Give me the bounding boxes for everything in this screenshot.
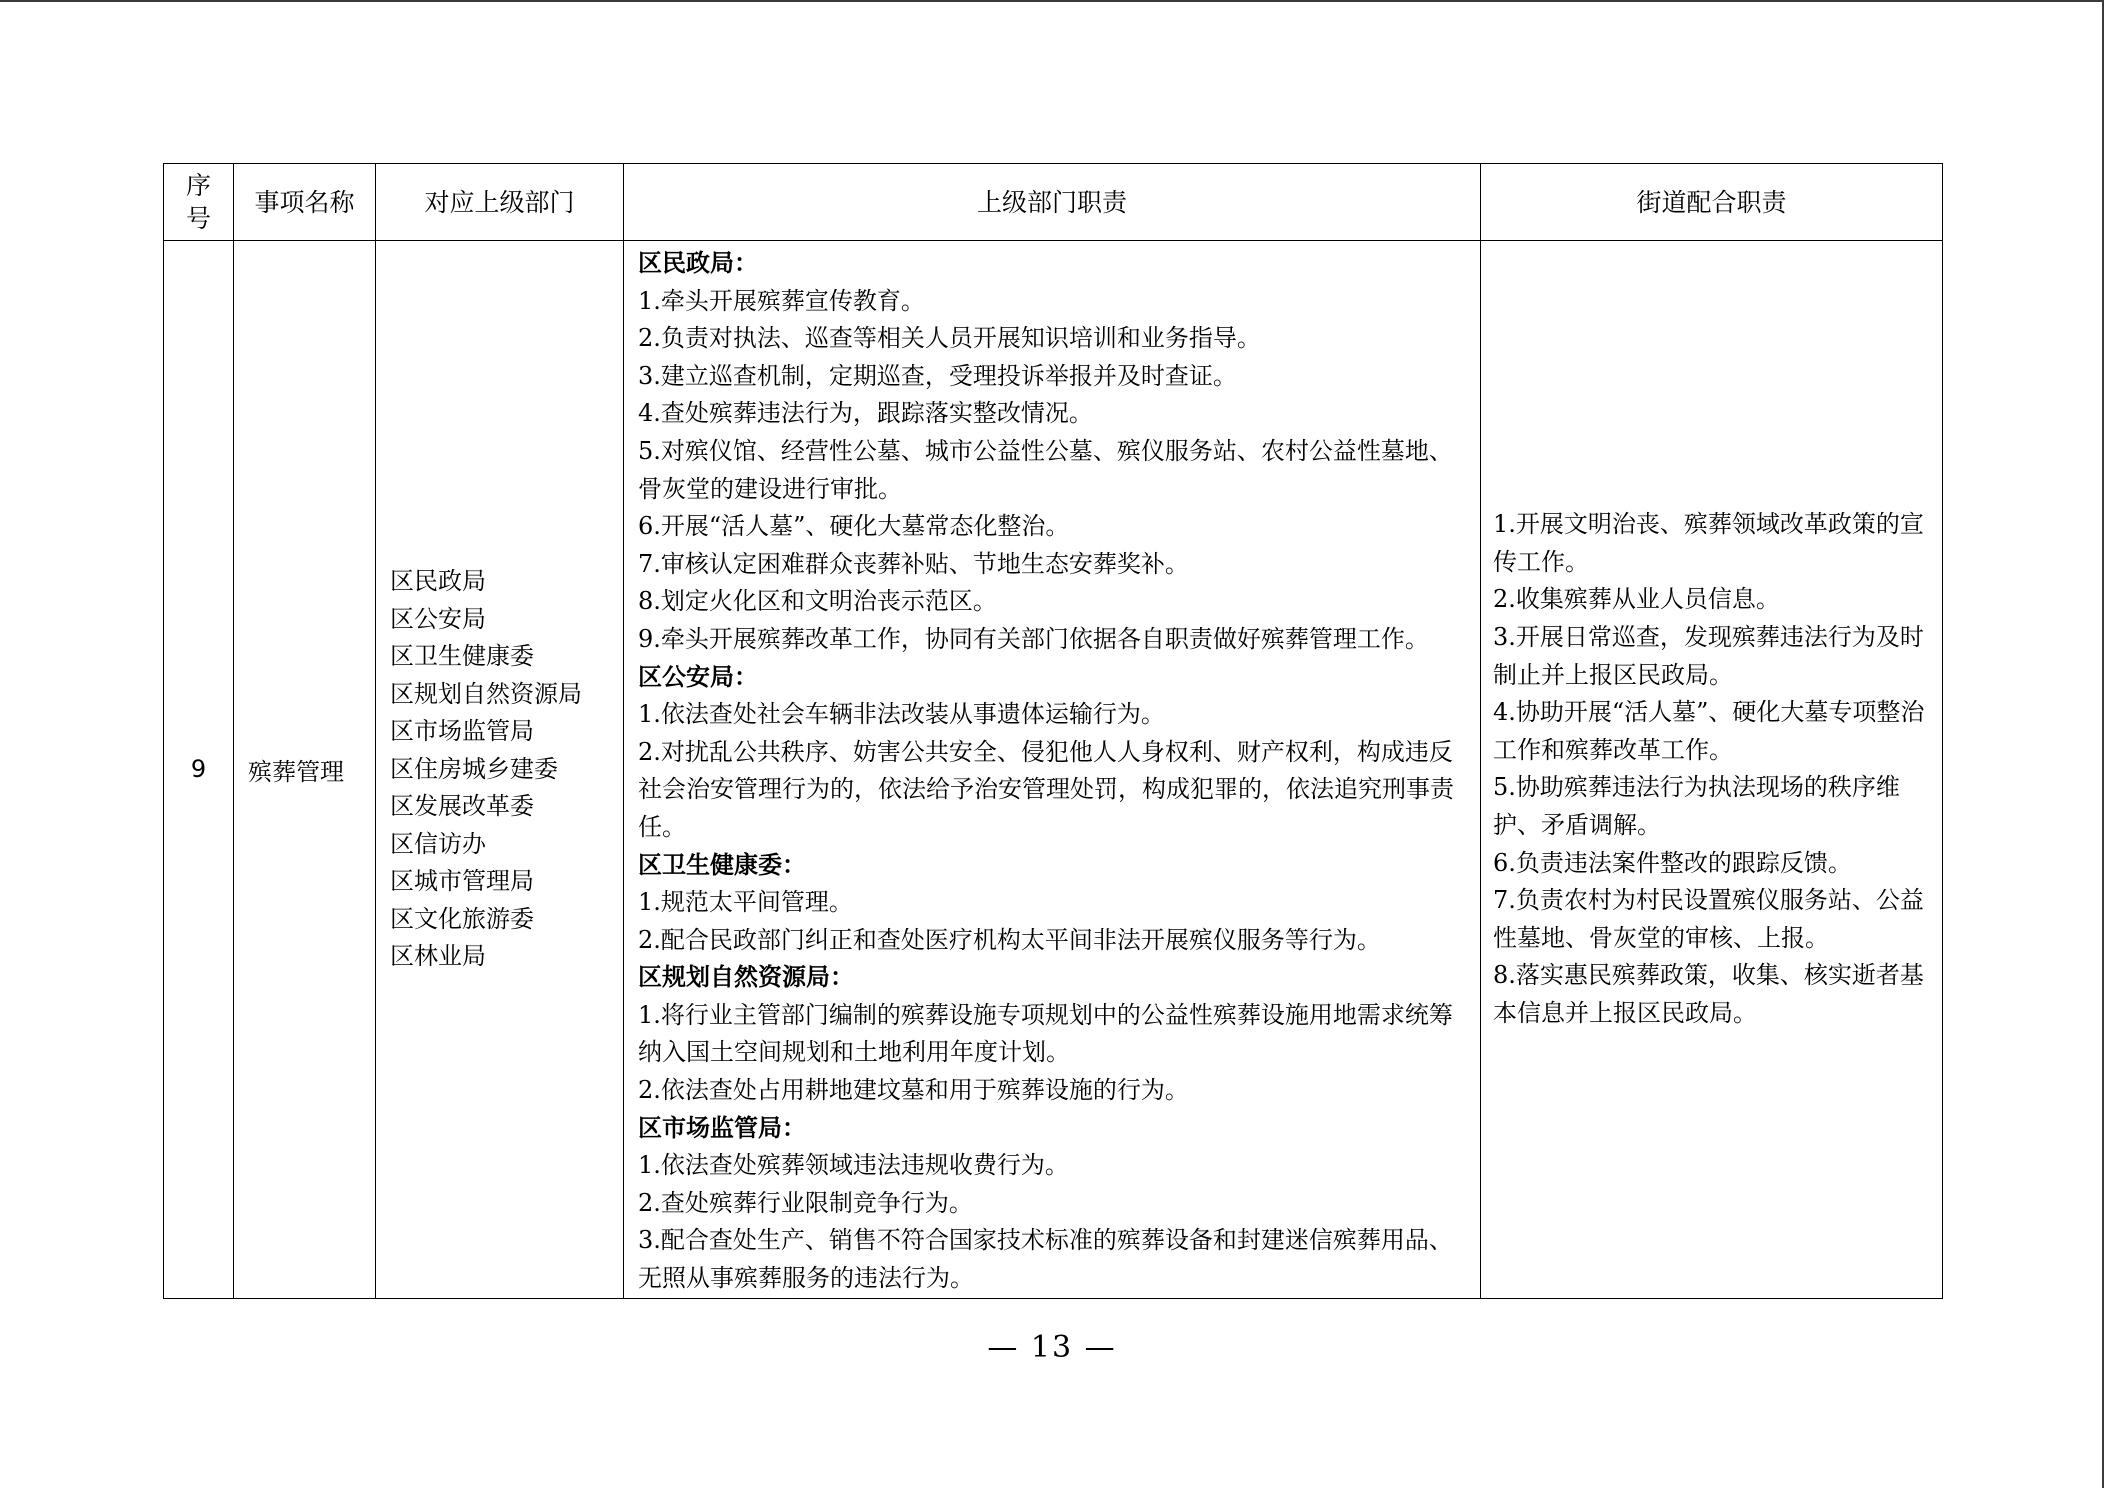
header-item-name: 事项名称 [234, 164, 376, 241]
duty-item: 3.配合查处生产、销售不符合国家技术标准的殡葬设备和封建迷信殡葬用品、无照从事殡葬服务的违法行为。 [638, 1226, 1453, 1293]
department-item: 区城市管理局 [390, 867, 534, 896]
department-item: 区林业局 [390, 942, 486, 971]
row-item-name: 殡葬管理 [234, 241, 376, 1299]
department-item: 区信访办 [390, 829, 486, 858]
department-item: 区发展改革委 [390, 792, 534, 821]
row-serial-number: 9 [164, 241, 234, 1299]
duty-item: 1.依法查处殡葬领域违法违规收费行为。 [638, 1151, 1069, 1180]
duty-item: 1.规范太平间管理。 [638, 888, 853, 917]
header-serial-number-line: 序 [185, 171, 211, 200]
duty-item: 7.审核认定困难群众丧葬补贴、节地生态安葬奖补。 [638, 549, 1189, 578]
street-duties-cell [1481, 241, 1943, 1299]
street-duty-item: 7.负责农村为村民设置殡仪服务站、公益性墓地、骨灰堂的审核、上报。 [1493, 886, 1924, 952]
duty-item: 4.查处殡葬违法行为，跟踪落实整改情况。 [638, 399, 1093, 428]
department-item: 区公安局 [390, 604, 486, 633]
header-superior-duties: 上级部门职责 [624, 164, 1481, 241]
department-item: 区卫生健康委 [390, 642, 534, 671]
duty-item: 5.对殡仪馆、经营性公墓、城市公益性公墓、殡仪服务站、农村公益性墓地、骨灰堂的建设进行审批。 [638, 436, 1453, 503]
duty-item: 1.牵头开展殡葬宣传教育。 [638, 286, 925, 315]
table-header-row [164, 164, 1943, 241]
duty-item: 2.查处殡葬行业限制竞争行为。 [638, 1188, 973, 1217]
duty-item: 1.依法查处社会车辆非法改装从事遗体运输行为。 [638, 700, 1165, 729]
duty-department-heading: 区公安局： [638, 662, 758, 691]
duty-item: 2.负责对执法、巡查等相关人员开展知识培训和业务指导。 [638, 324, 1261, 353]
duty-department-heading: 区规划自然资源局： [638, 963, 854, 992]
department-item: 区文化旅游委 [390, 904, 534, 933]
duty-item: 9.牵头开展殡葬改革工作，协同有关部门依据各自职责做好殡葬管理工作。 [638, 624, 1429, 653]
table-row [164, 241, 1943, 1299]
duty-item: 3.建立巡查机制，定期巡查，受理投诉举报并及时查证。 [638, 361, 1237, 390]
street-duty-item: 5.协助殡葬违法行为执法现场的秩序维护、矛盾调解。 [1493, 773, 1900, 839]
responsibility-table [163, 163, 1943, 1299]
duty-department-heading: 区卫生健康委： [638, 850, 806, 879]
duty-item: 2.依法查处占用耕地建坟墓和用于殡葬设施的行为。 [638, 1076, 1189, 1105]
header-serial-number-line: 号 [185, 204, 211, 233]
street-duty-item: 4.协助开展“活人墓”、硬化大墓专项整治工作和殡葬改革工作。 [1493, 698, 1925, 764]
duty-item: 1.将行业主管部门编制的殡葬设施专项规划中的公益性殡葬设施用地需求统筹纳入国土空间规划和土地利用年度计划。 [638, 1000, 1453, 1067]
header-serial-number [164, 164, 234, 241]
department-item: 区市场监管局 [390, 717, 534, 746]
page-border [0, 0, 2104, 2]
street-duty-item: 2.收集殡葬从业人员信息。 [1493, 585, 1780, 614]
street-duty-item: 8.落实惠民殡葬政策，收集、核实逝者基本信息并上报区民政局。 [1493, 961, 1924, 1027]
superior-duties-cell [624, 241, 1481, 1299]
department-item: 区民政局 [390, 567, 486, 596]
duty-item: 8.划定火化区和文明治丧示范区。 [638, 587, 997, 616]
department-item: 区规划自然资源局 [390, 679, 582, 708]
duty-department-heading: 区市场监管局： [638, 1113, 806, 1142]
street-duty-item: 1.开展文明治丧、殡葬领域改革政策的宣传工作。 [1493, 510, 1924, 576]
department-list [376, 241, 624, 1299]
duty-item: 2.对扰乱公共秩序、妨害公共安全、侵犯他人人身权利、财产权利，构成违反社会治安管理行为的，依法给予治安管理处罚，构成犯罪的，依法追究刑事责任。 [638, 737, 1454, 841]
street-duty-item: 6.负责违法案件整改的跟踪反馈。 [1493, 848, 1852, 877]
street-duty-item: 3.开展日常巡查，发现殡葬违法行为及时制止并上报区民政局。 [1493, 622, 1924, 689]
duty-department-heading: 区民政局： [638, 249, 758, 277]
page-number: — 13 — [987, 1330, 1117, 1365]
duty-item: 2.配合民政部门纠正和查处医疗机构太平间非法开展殡仪服务等行为。 [638, 925, 1381, 954]
duty-item: 6.开展“活人墓”、硬化大墓常态化整治。 [638, 512, 1070, 541]
department-item: 区住房城乡建委 [390, 754, 558, 783]
header-street-duties: 街道配合职责 [1481, 164, 1943, 241]
header-superior-department: 对应上级部门 [376, 164, 624, 241]
